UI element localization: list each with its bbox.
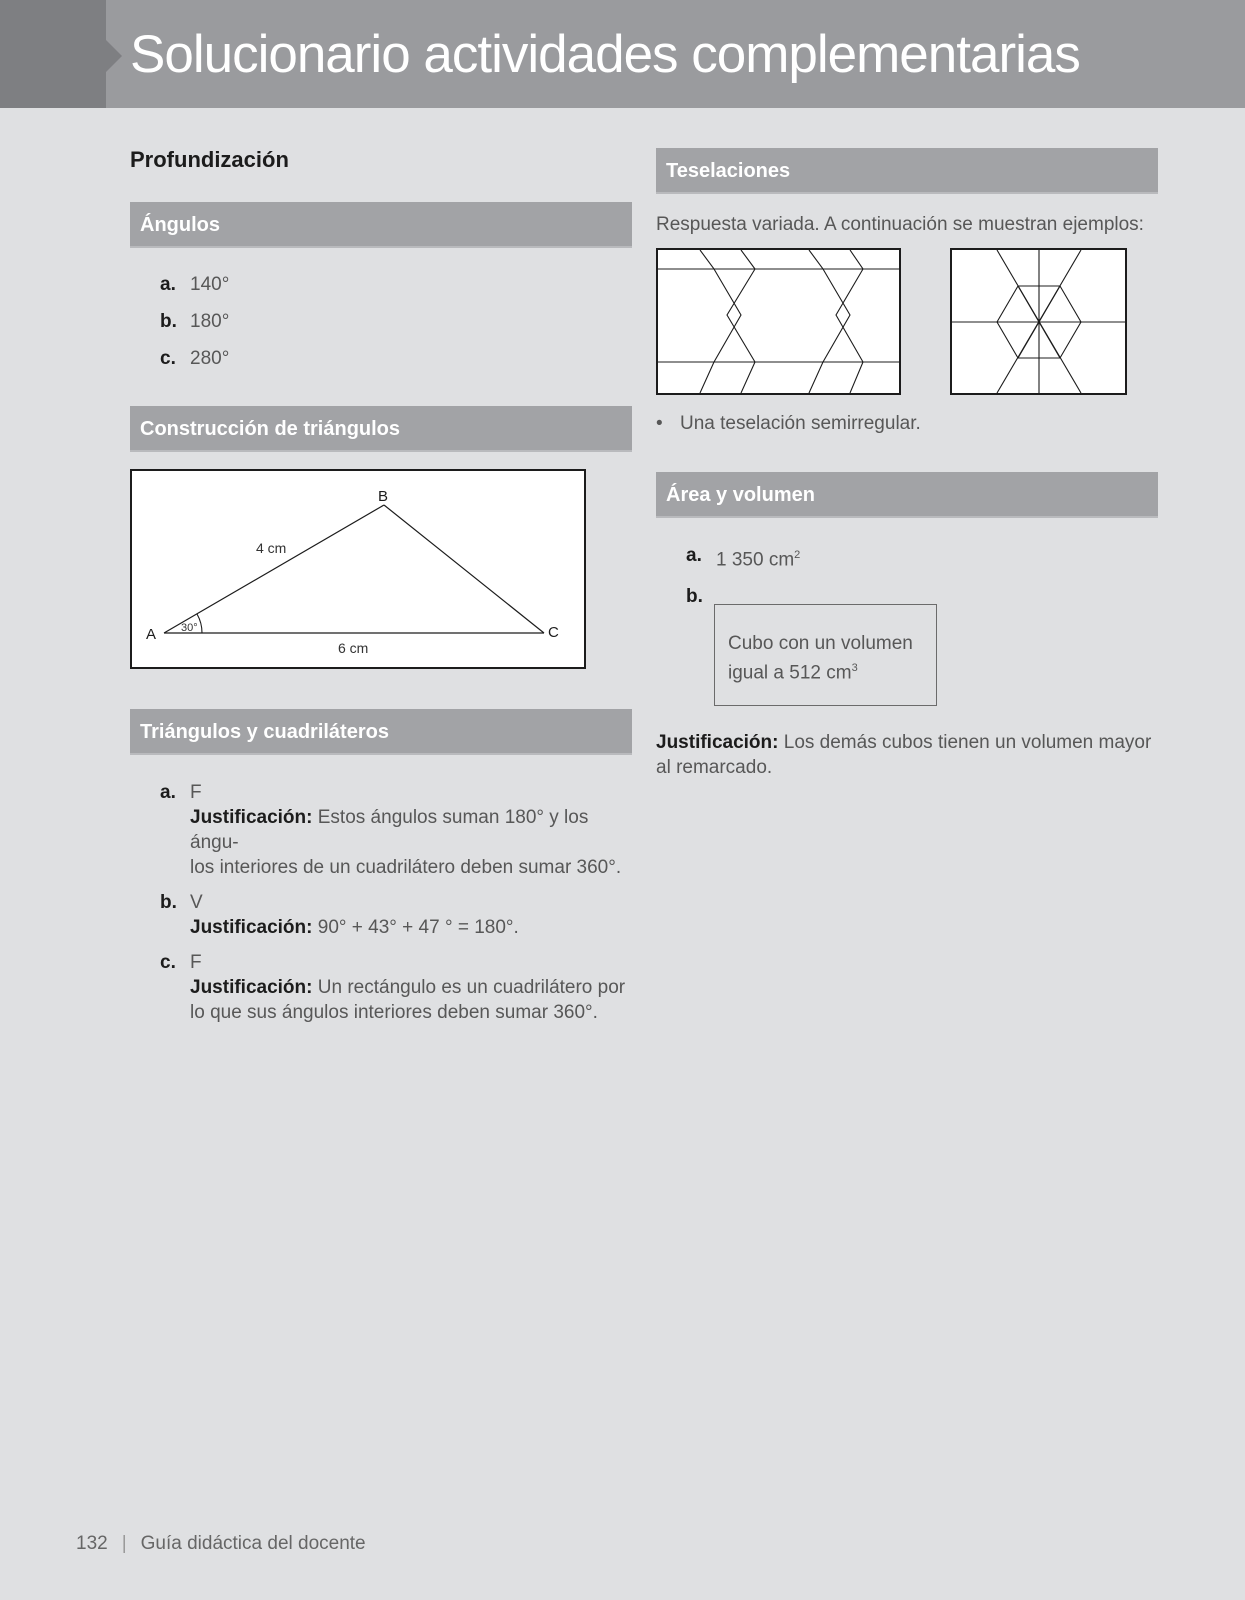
section-construccion-title: Construcción de triángulos bbox=[130, 406, 632, 452]
page-title: Solucionario actividades complementarias bbox=[130, 25, 1080, 84]
list-item: c. F Justificación: Un rectángulo es un cuadrilátero por lo que sus ángulos interiores deben sumar 360°. bbox=[160, 952, 626, 1023]
left-column bbox=[130, 147, 632, 173]
cube-answer-box: Cubo con un volumen igual a 512 $cm^3$ bbox=[714, 604, 937, 706]
area-justification: Justificación: Los demás cubos tienen un volumen mayor al remarcado. bbox=[656, 732, 1152, 778]
angulos-list bbox=[160, 272, 560, 371]
bullet-item: • Una teselación semirregular. bbox=[656, 413, 921, 434]
page-number: 132 bbox=[76, 1533, 108, 1554]
footer-text: Guía didáctica del docente bbox=[140, 1533, 366, 1554]
tessellation-pattern-1 bbox=[658, 250, 899, 393]
list-item: c. 280° bbox=[160, 348, 230, 369]
bullet-icon: • bbox=[656, 413, 663, 434]
section-triangulos-title: Triángulos y cuadriláteros bbox=[130, 709, 632, 755]
list-item: b. bbox=[686, 586, 703, 608]
vertex-a-label: A bbox=[146, 626, 157, 643]
footer-separator: | bbox=[121, 1533, 127, 1554]
angle-label: 30° bbox=[181, 622, 198, 634]
section-teselaciones-title: Teselaciones bbox=[656, 148, 1158, 194]
section-angulos-title: Ángulos bbox=[130, 202, 632, 248]
tessellation-figure-2 bbox=[950, 248, 1127, 395]
list-item: a. 140° bbox=[160, 274, 230, 295]
page-footer bbox=[76, 1533, 366, 1555]
section-area-title: Área y volumen bbox=[656, 472, 1158, 518]
section-heading: Profundización bbox=[130, 147, 289, 172]
list-item: b. V Justificación: 90° + 43° + 47 ° = 180°. bbox=[160, 892, 519, 938]
side-ab-label: 4 cm bbox=[256, 540, 287, 556]
teselaciones-intro: Respuesta variada. A continuación se muestran ejemplos: bbox=[656, 214, 1144, 235]
vertex-b-label: B bbox=[378, 488, 389, 505]
tessellation-pattern-2 bbox=[952, 250, 1125, 393]
triangulos-list bbox=[160, 780, 640, 1025]
header-arrow-icon bbox=[106, 40, 122, 72]
side-ac-label: 6 cm bbox=[338, 640, 369, 656]
list-item: b. 180° bbox=[160, 311, 230, 332]
triangle-figure bbox=[130, 469, 586, 669]
vertex-c-label: C bbox=[548, 624, 559, 641]
triangle-diagram bbox=[132, 471, 584, 667]
list-item: a. F Justificación: Estos ángulos suman 180° y los ángu- los interiores de un cuadrilátero deben sumar 360°. bbox=[160, 782, 622, 878]
list-item: a. 1 350 $cm^2$ bbox=[686, 545, 801, 571]
header-tab bbox=[0, 0, 106, 108]
area-list bbox=[686, 543, 1146, 609]
tessellation-figure-1 bbox=[656, 248, 901, 395]
